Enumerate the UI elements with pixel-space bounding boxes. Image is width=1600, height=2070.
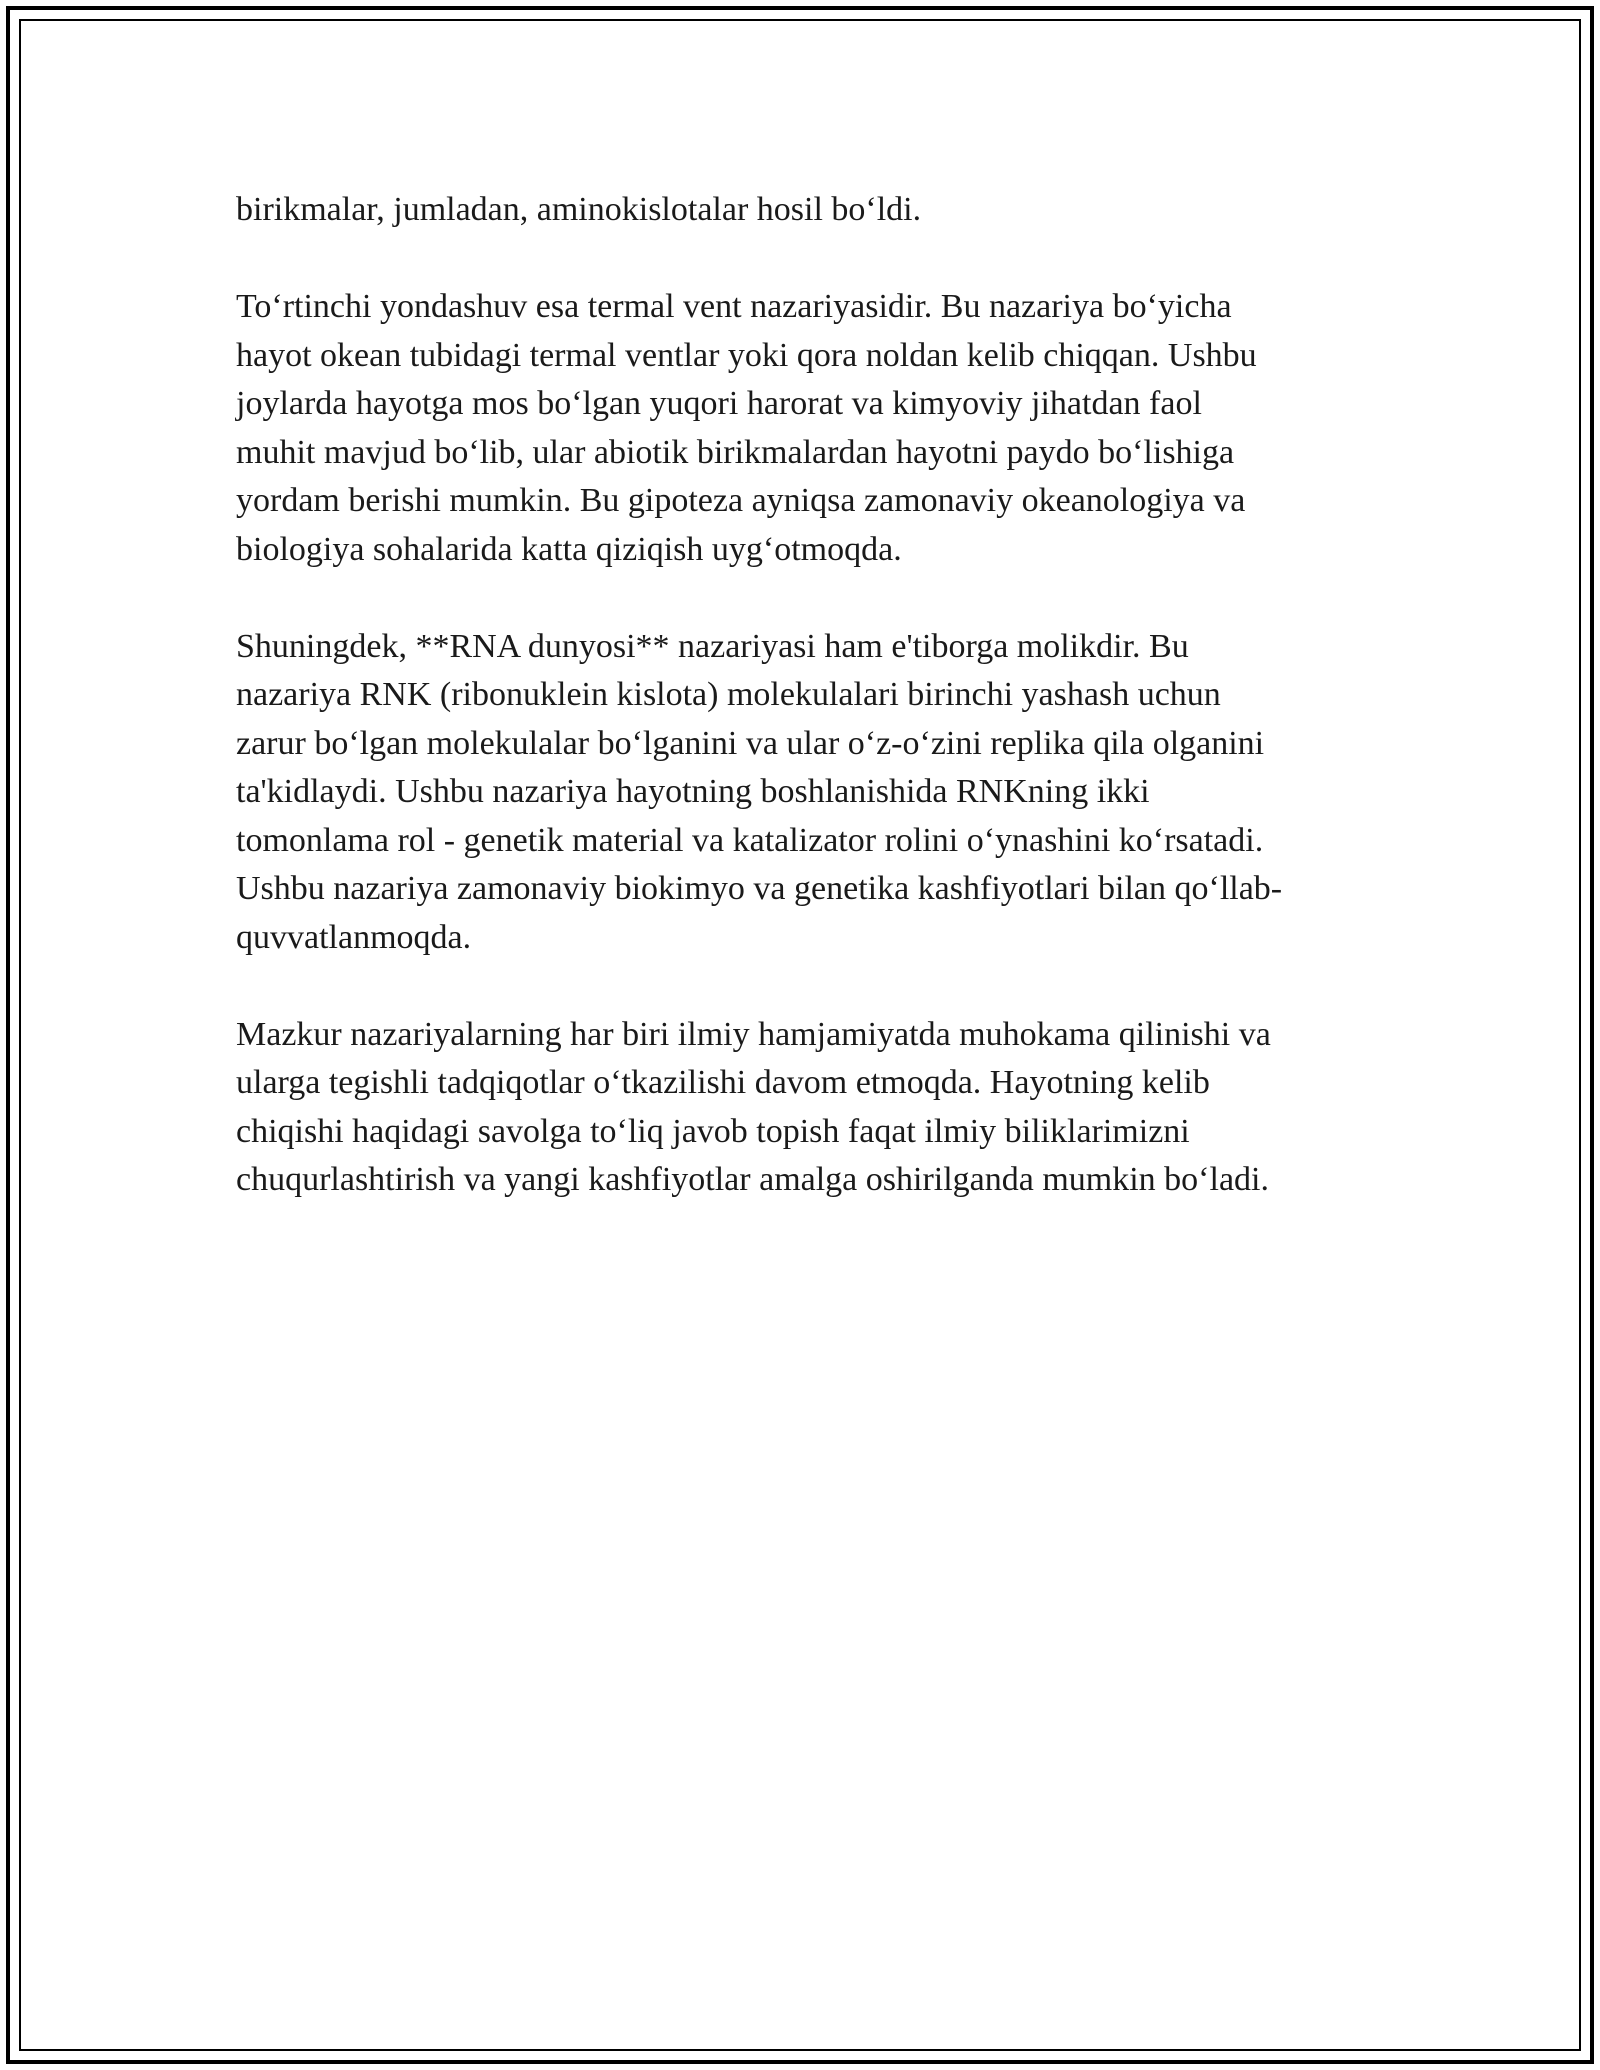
paragraph-conclusion: Mazkur nazariyalarning har biri ilmiy hamjamiyatda muhokama qilinishi va ularga tegishli tadqiqotlar o‘tkazilishi davom etmoqda. Hayotning kelib chiqishi haqidagi savolga to‘liq javob topish faqat ilmiy biliklarimizni chuqurlashtirish va yangi kashfiyotlar amalga oshirilganda mumkin bo‘ladi. <box>236 1015 1271 1198</box>
document-body <box>236 186 1396 1253</box>
paragraph-rna-world-theory: Shuningdek, **RNA dunyosi** nazariyasi ham e'tiborga molikdir. Bu nazariya RNK (ribonuklein kislota) molekulalari birinchi yashash uchun zarur bo‘lgan molekulalar bo‘lganini va ular o‘z-o‘zini replika qila olganini ta'kidlaydi. Ushbu nazariya hayotning boshlanishida RNKning ikki tomonlama rol - genetik material va katalizator rolini o‘ynashini ko‘rsatadi. Ushbu nazariya zamonaviy biokimyo va genetika kashfiyotlari bilan qo‘llab- quvvatlanmoqda. <box>236 627 1283 956</box>
paragraph-continuation: birikmalar, jumladan, aminokislotalar hosil bo‘ldi. <box>236 191 922 228</box>
paragraph-thermal-vent-theory: To‘rtinchi yondashuv esa termal vent nazariyasidir. Bu nazariya bo‘yicha hayot okean tubidagi termal ventlar yoki qora noldan kelib chiqqan. Ushbu joylarda hayotga mos bo‘lgan yuqori harorat va kimyoviy jihatdan faol muhit mavjud bo‘lib, ular abiotik birikmalardan hayotni paydo bo‘lishiga yordam berishi mumkin. Bu gipoteza ayniqsa zamonaviy okeanologiya va biologiya sohalarida katta qiziqish uyg‘otmoqda. <box>236 288 1257 568</box>
